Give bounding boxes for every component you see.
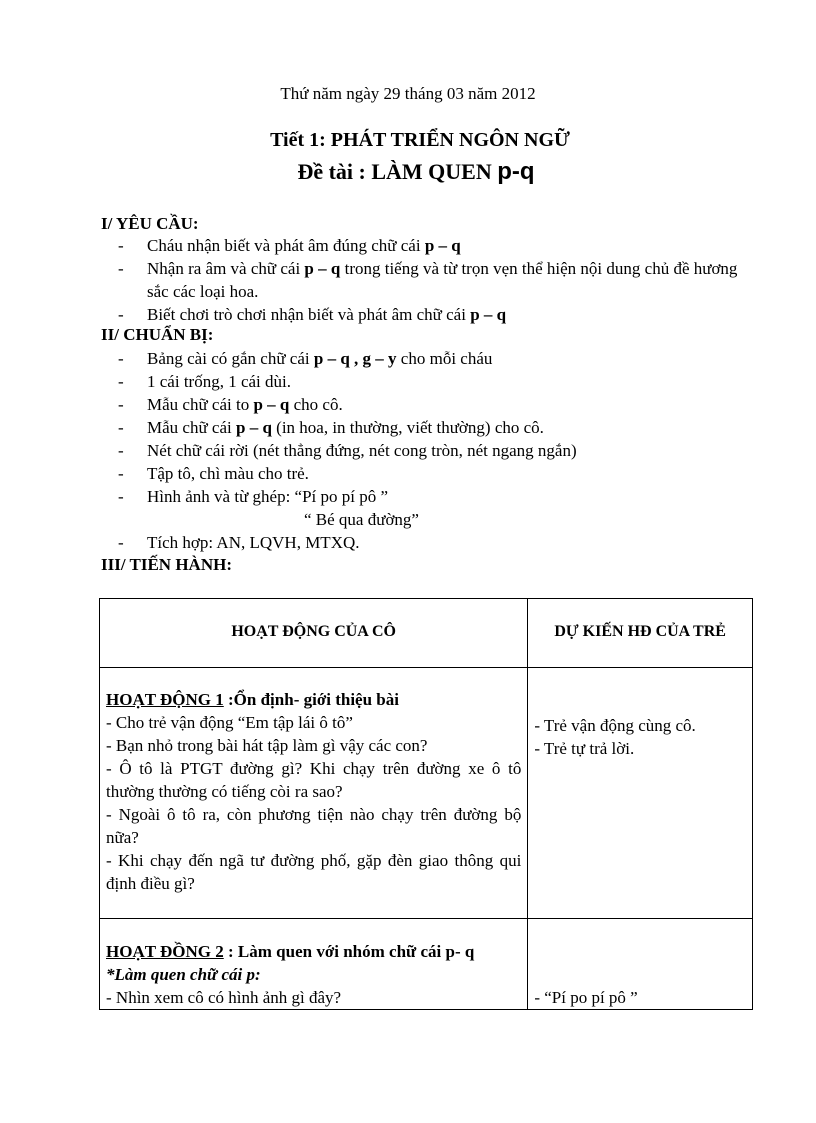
activity2-heading: HOẠT ĐỒNG 2 : Làm quen với nhóm chữ cái p- q (106, 942, 475, 961)
list-item: - Mẫu chữ cái p – q (in hoa, in thường, viết thường) cho cô. (118, 418, 544, 437)
table-row (100, 668, 753, 919)
list-item: - Tích hợp: AN, LQVH, MTXQ. (118, 533, 360, 552)
activity2-teacher-cell (100, 919, 528, 1010)
activity-line: - Khi chạy đến ngã tư đường phố, gặp đèn giao thông qui định điều gì? (106, 851, 522, 893)
list-item-continuation: “ Bé qua đường” (304, 510, 419, 529)
col-header-teacher: HOẠT ĐỘNG CỦA CÔ (100, 599, 528, 668)
table-header-row (100, 599, 753, 668)
activity2-subtitle: *Làm quen chữ cái p: (106, 965, 261, 984)
list-item: - Nhận ra âm và chữ cái p – q trong tiếng và từ trọn vẹn thể hiện nội dung chủ đề hương sắc các loại hoa. (118, 259, 738, 301)
col-header-children: DỰ KIẾN HĐ CỦA TRẺ (528, 599, 753, 668)
topic-letters: p-q (497, 158, 535, 185)
list-item: - Cháu nhận biết và phát âm đúng chữ cái p – q (118, 236, 461, 255)
list-item: - Mẫu chữ cái to p – q cho cô. (118, 395, 343, 414)
lesson-title: Tiết 1: PHÁT TRIỂN NGÔN NGỮ (270, 129, 570, 151)
list-item: - 1 cái trống, 1 cái dùi. (118, 372, 291, 391)
topic-prefix: Đề tài : LÀM QUEN (297, 159, 498, 184)
proceed-heading: III/ TIẾN HÀNH: (101, 555, 232, 574)
date-line: Thứ năm ngày 29 tháng 03 năm 2012 (280, 84, 536, 103)
list-item: - Hình ảnh và từ ghép: “Pí po pí pô ” (118, 487, 389, 506)
list-item: - Biết chơi trò chơi nhận biết và phát âm chữ cái p – q (118, 305, 507, 324)
list-item: - Tập tô, chì màu cho trẻ. (118, 464, 309, 483)
list-item: - Bảng cài có gắn chữ cái p – q , g – y cho mỗi cháu (118, 349, 493, 368)
table-row (100, 919, 753, 1010)
response-line: - “Pí po pí pô ” (534, 988, 638, 1007)
topic-title (0, 158, 816, 186)
activity-line: - Cho trẻ vận động “Em tập lái ô tô” (106, 713, 353, 732)
activity1-children-cell (528, 668, 753, 919)
activity-table (99, 598, 753, 1010)
requirements-list (118, 234, 758, 326)
activity1-teacher-cell (100, 668, 528, 919)
activity2-children-cell (528, 919, 753, 1010)
activity1-heading: HOẠT ĐỘNG 1 :Ổn định- giới thiệu bài (106, 690, 399, 709)
preparation-list (118, 347, 758, 554)
requirements-heading: I/ YÊU CẦU: (101, 214, 199, 233)
response-line: - Trẻ vận động cùng cô. (534, 716, 696, 735)
activity-line: - Bạn nhỏ trong bài hát tập làm gì vậy các con? (106, 736, 428, 755)
activity-line: - Ô tô là PTGT đường gì? Khi chạy trên đường xe ô tô thường thường có tiếng còi ra sao? (106, 759, 522, 801)
activity-line: - Ngoài ô tô ra, còn phương tiện nào chạy trên đường bộ nữa? (106, 805, 522, 847)
activity-line: - Nhìn xem cô có hình ảnh gì đây? (106, 988, 342, 1007)
response-line: - Trẻ tự trả lời. (534, 739, 635, 758)
list-item: - Nét chữ cái rời (nét thẳng đứng, nét cong tròn, nét ngang ngắn) (118, 441, 577, 460)
preparation-heading: II/ CHUẨN BỊ: (101, 325, 214, 344)
